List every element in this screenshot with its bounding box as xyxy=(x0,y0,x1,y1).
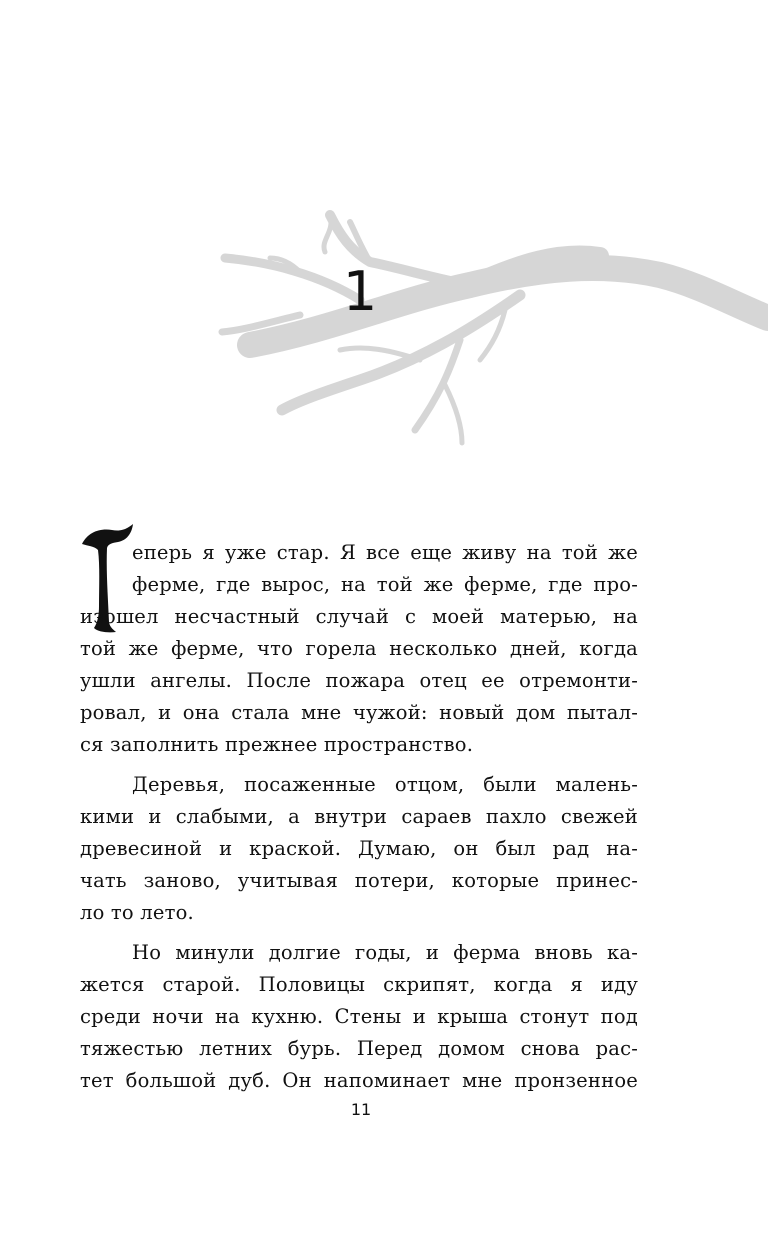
text-line: среди ночи на кухню. Стены и крыша стонут под xyxy=(80,1005,638,1028)
text-line: ферме, где вырос, на той же ферме, где про- xyxy=(132,573,638,596)
text-line: ло то лето. xyxy=(80,901,194,924)
tree-branch-illustration xyxy=(0,0,768,470)
chapter-number: 1 xyxy=(342,260,378,323)
text-line: тяжестью летних бурь. Перед домом снова рас- xyxy=(80,1037,638,1060)
text-line: древесиной и краской. Думаю, он был рад на- xyxy=(80,837,638,860)
text-line: кими и слабыми, а внутри сараев пахло свежей xyxy=(80,805,638,828)
text-line: Но минули долгие годы, и ферма вновь ка- xyxy=(132,941,638,964)
text-line: тет большой дуб. Он напоминает мне пронзенное xyxy=(80,1069,638,1092)
paragraph-3 xyxy=(80,937,638,1097)
paragraph-1 xyxy=(80,537,638,761)
text-line: той же ферме, что горела несколько дней, когда xyxy=(80,637,638,660)
paragraph-2 xyxy=(80,769,638,929)
text-line: ся заполнить прежнее пространство. xyxy=(80,733,474,756)
text-line: Деревья, посаженные отцом, были малень- xyxy=(132,773,638,796)
page-number: 11 xyxy=(350,1100,372,1119)
text-line: ушли ангелы. После пожара отец ее отремонти- xyxy=(80,669,638,692)
text-line: чать заново, учитывая потери, которые принес- xyxy=(80,869,638,892)
text-line: еперь я уже стар. Я все еще живу на той же xyxy=(132,541,638,564)
text-line: ровал, и она стала мне чужой: новый дом пытал- xyxy=(80,701,638,724)
text-line: жется старой. Половицы скрипят, когда я иду xyxy=(80,973,638,996)
text-line: изошел несчастный случай с моей матерью, на xyxy=(80,605,638,628)
body-text xyxy=(80,537,638,1105)
